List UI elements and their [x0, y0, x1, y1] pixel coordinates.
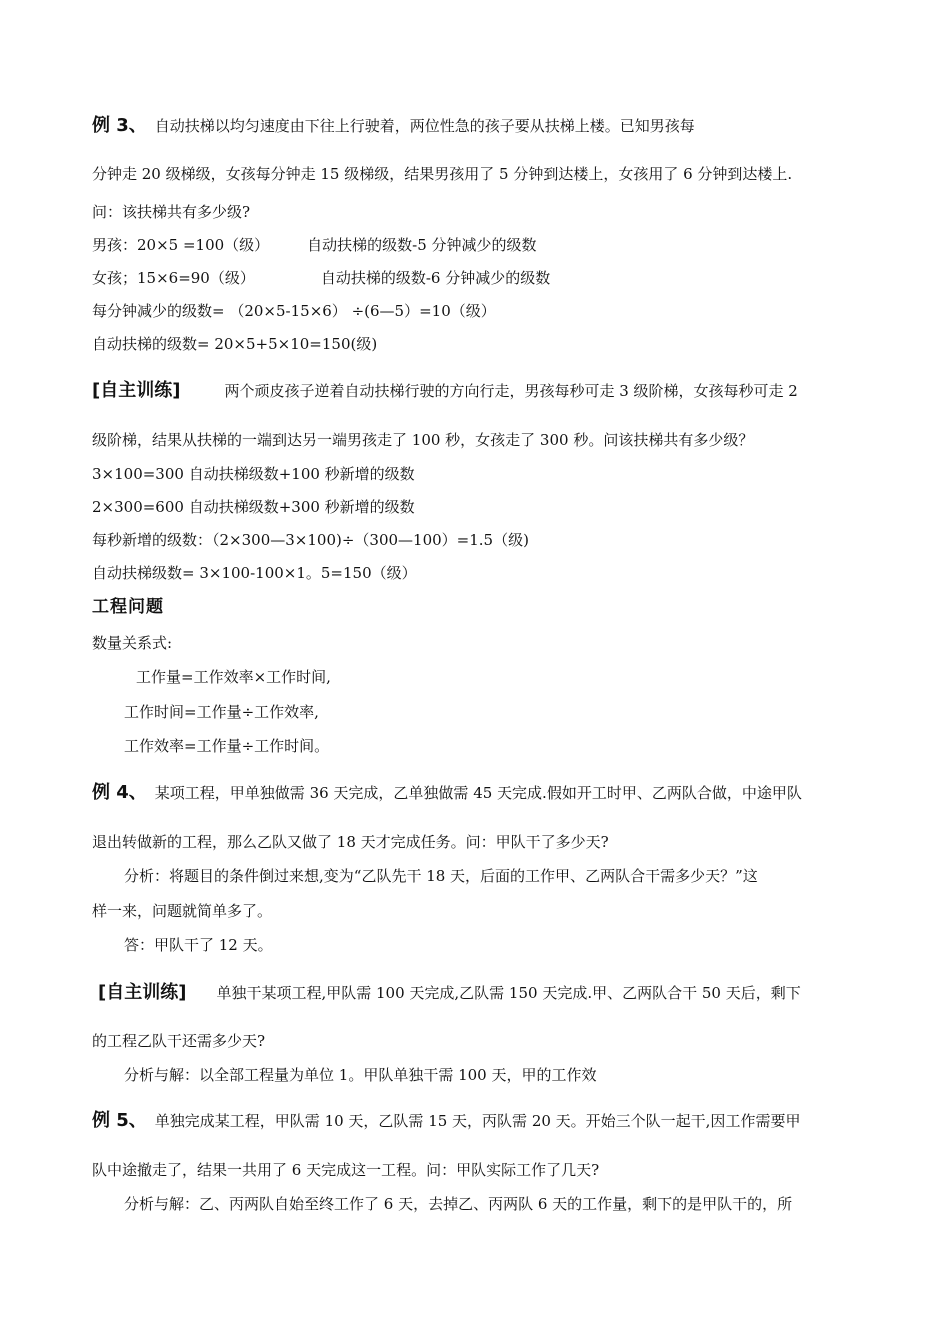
section-title: 工程问题	[92, 597, 164, 617]
example-4-analysis-1: 分析：将题目的条件倒过来想,变为“乙队先干 18 天，后面的工作甲、乙两队合干需多少天？”这	[124, 867, 758, 885]
formula-1: 工作量=工作效率×工作时间,	[136, 668, 331, 686]
girl-note: 自动扶梯的级数-6 分钟减少的级数	[320, 269, 551, 287]
example-4-line-2: 退出转做新的工程，那么乙队又做了 18 天才完成任务。问：甲队干了多少天?	[92, 833, 609, 851]
example-3-boy-row	[92, 235, 537, 255]
example-5-line-1	[92, 1111, 800, 1131]
relations-heading: 数量关系式:	[92, 634, 173, 652]
practice-1-text-1: 两个顽皮孩子逆着自动扶梯行驶的方向行走，男孩每秒可走 3 级阶梯，女孩每秒可走 2	[224, 382, 798, 400]
practice-1-calc-2: 2×300=600 自动扶梯级数+300 秒新增的级数	[92, 498, 415, 516]
practice-1-calc-1: 3×100=300 自动扶梯级数+100 秒新增的级数	[92, 465, 415, 483]
example-3-line-1	[92, 116, 695, 136]
practice-2-analysis: 分析与解：以全部工程量为单位 1。甲队单独干需 100 天，甲的工作效	[124, 1066, 597, 1084]
example-4-answer: 答：甲队干了 12 天。	[124, 936, 273, 954]
practice-2-label: [自主训练]	[98, 982, 187, 1003]
example-5-analysis: 分析与解：乙、丙两队自始至终工作了 6 天，去掉乙、丙两队 6 天的工作量，剩下的是甲队干的，所	[124, 1195, 793, 1213]
example-4-label: 例 4、	[92, 782, 147, 803]
example-3-per-minute: 每分钟减少的级数= （20×5-15×6） ÷(6—5）=10（级）	[92, 302, 496, 320]
example-4-text-1: 某项工程，甲单独做需 36 天完成，乙单独做需 45 天完成.假如开工时甲、乙两队合做，中途甲队	[154, 784, 802, 802]
practice-1-line-2: 级阶梯，结果从扶梯的一端到达另一端男孩走了 100 秒，女孩走了 300 秒。问该扶梯共有多少级？	[92, 431, 754, 449]
practice-1-label: [自主训练]	[92, 380, 181, 401]
example-5-line-2: 队中途撤走了，结果一共用了 6 天完成这一工程。问：甲队实际工作了几天?	[92, 1161, 600, 1179]
example-3-line-2: 分钟走 20 级梯级，女孩每分钟走 15 级梯级，结果男孩用了 5 分钟到达楼上，女孩用了 6 分钟到达楼上.	[92, 165, 793, 183]
practice-2-line-2: 的工程乙队干还需多少天?	[92, 1032, 266, 1050]
practice-2-text-1: 单独干某项工程,甲队需 100 天完成,乙队需 150 天完成.甲、乙两队合干 50 天后，剩下	[216, 984, 801, 1002]
practice-1-calc-4: 自动扶梯级数= 3×100-100×1。5=150（级）	[92, 564, 417, 582]
example-3-text-1: 自动扶梯以均匀速度由下往上行驶着，两位性急的孩子要从扶梯上楼。已知男孩每	[154, 117, 695, 135]
boy-calc: 男孩：20×5 =100（级）	[92, 236, 270, 254]
formula-2: 工作时间=工作量÷工作效率,	[124, 703, 319, 721]
example-3-question: 问：该扶梯共有多少级?	[92, 203, 251, 221]
practice-2-line-1	[98, 983, 801, 1003]
boy-note: 自动扶梯的级数-5 分钟减少的级数	[307, 236, 537, 254]
example-4-line-1	[92, 783, 802, 803]
practice-1-line-1	[92, 381, 798, 401]
example-3-total: 自动扶梯的级数= 20×5+5×10=150(级)	[92, 335, 378, 353]
example-4-analysis-2: 样一来，问题就简单多了。	[92, 902, 273, 920]
girl-calc: 女孩；15×6=90（级）	[92, 269, 255, 287]
example-5-text-1: 单独完成某工程，甲队需 10 天，乙队需 15 天，丙队需 20 天。开始三个队一起干,因工作需要甲	[154, 1112, 801, 1130]
example-3-label: 例 3、	[92, 115, 147, 136]
example-3-girl-row	[92, 268, 550, 288]
formula-3: 工作效率=工作量÷工作时间。	[124, 737, 330, 755]
practice-1-calc-3: 每秒新增的级数：（2×300—3×100)÷（300—100）=1.5（级)	[92, 531, 529, 549]
example-5-label: 例 5、	[92, 1110, 147, 1131]
